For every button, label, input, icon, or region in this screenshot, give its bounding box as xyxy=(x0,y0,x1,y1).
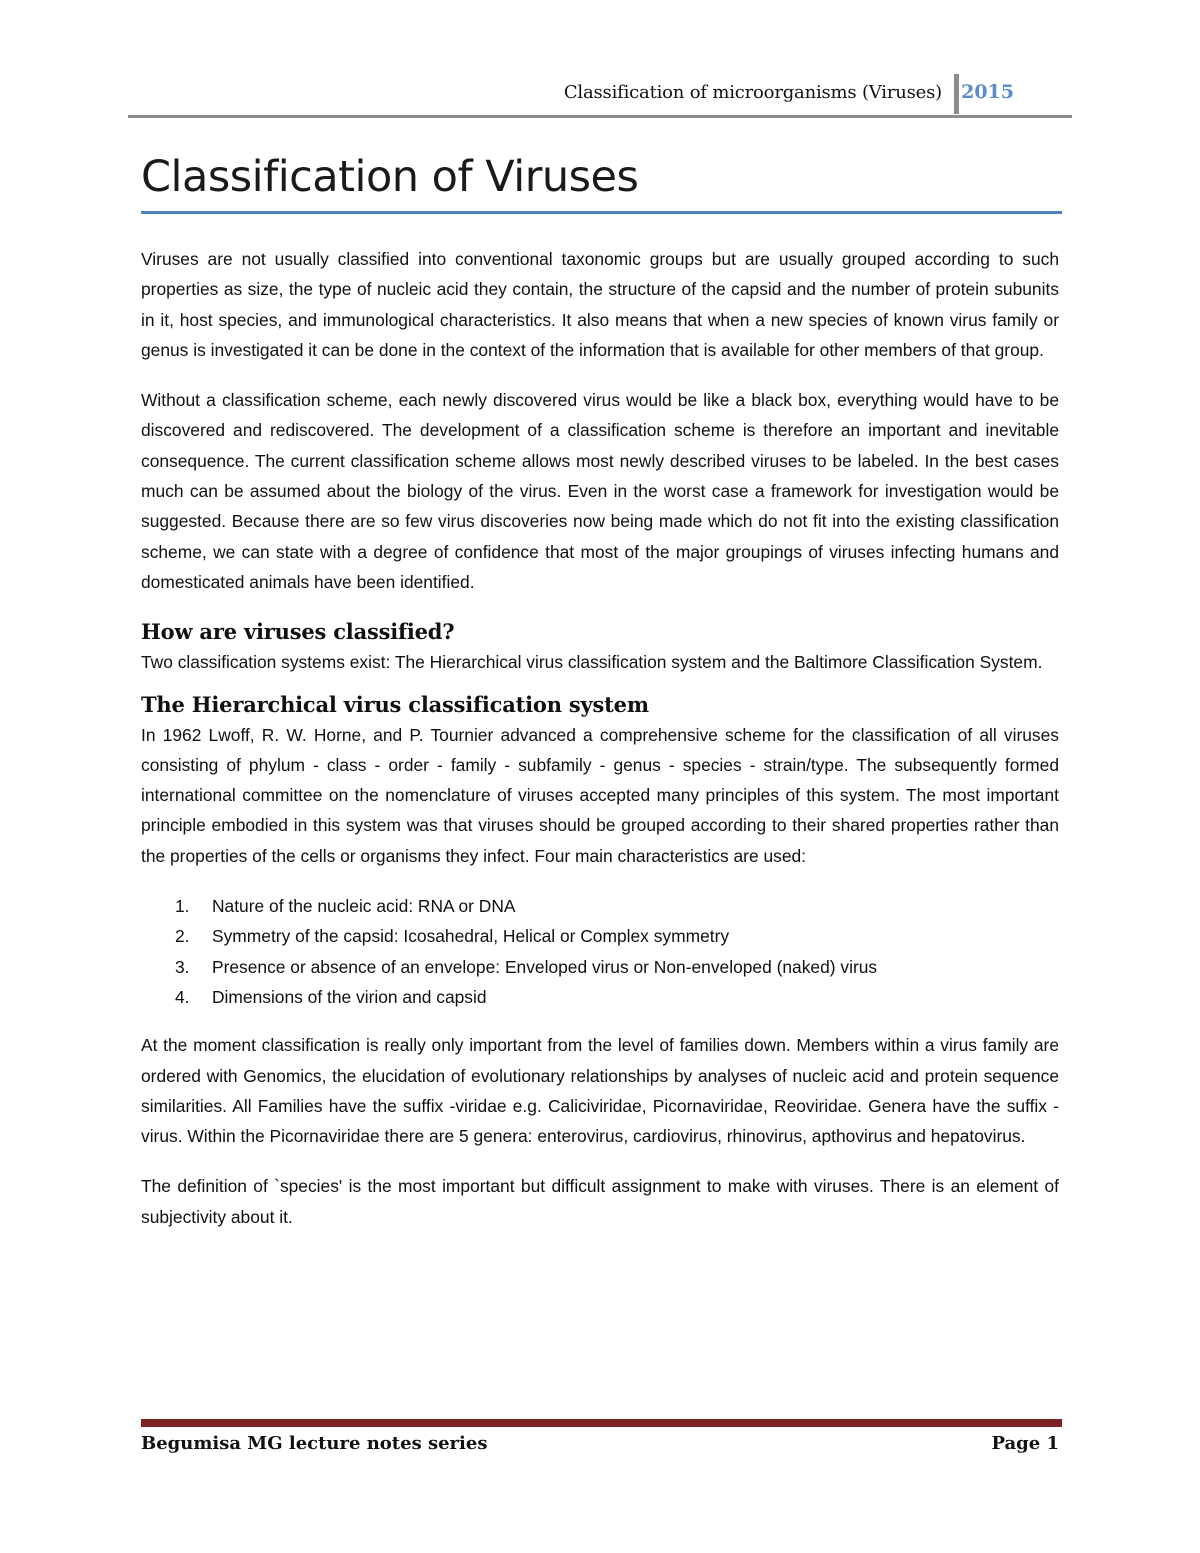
list-item-number: 1. xyxy=(175,896,190,917)
title-underline xyxy=(141,211,1062,214)
intro-paragraph-2: Without a classification scheme, each newly discovered virus would be like a black box, everything would have to be discovered and rediscovered. The development of a classification scheme is therefore an important and inevitable consequence. The current classification scheme allows most newly described viruses to be labeled. In the best cases much can be assumed about the biology of the virus. Even in the worst case a framework for investigation would be suggested. Because there are so few virus discoveries now being made which do not fit into the existing classification scheme, we can state with a degree of confidence that most of the major groupings of viruses infecting humans and domesticated animals have been identified. xyxy=(141,390,1059,592)
header-separator xyxy=(954,74,959,114)
section-paragraph-hierarchical: In 1962 Lwoff, R. W. Horne, and P. Tournier advanced a comprehensive scheme for the classification of all viruses consisting of phylum - class - order - family - subfamily - genus - species - strain/type. The subsequently formed international committee on the nomenclature of viruses accepted many principles of this system. The most important principle embodied in this system was that viruses should be grouped according to their shared properties rather than the properties of the cells or organisms they infect. Four main characteristics are used: xyxy=(141,724,1059,866)
section-heading-hierarchical: The Hierarchical virus classification system xyxy=(141,691,649,717)
list-item-number: 3. xyxy=(175,956,190,977)
characteristics-list xyxy=(141,891,1059,1012)
footer-rule xyxy=(141,1419,1062,1427)
intro-paragraph-1: Viruses are not usually classified into conventional taxonomic groups but are usually grouped according to such properties as size, the type of nucleic acid they contain, the structure of the capsid and the number of protein subunits in it, host species, and immunological characteristics. It also means that when a new species of known virus family or genus is investigated it can be done in the context of the information that is available for other members of that group. xyxy=(141,249,1059,360)
list-item-text: Nature of the nucleic acid: RNA or DNA xyxy=(212,896,516,917)
list-item-number: 4. xyxy=(175,986,190,1007)
section-heading-how-classified: How are viruses classified? xyxy=(141,619,455,645)
list-item xyxy=(141,891,1059,921)
footer-series-label: Begumisa MG lecture notes series xyxy=(141,1433,488,1454)
section-paragraph-how-classified: Two classification systems exist: The Hierarchical virus classification system and the Baltimore Classification System. xyxy=(141,652,1043,673)
document-body xyxy=(141,244,1059,1252)
document-title: Classification of Viruses xyxy=(141,152,639,202)
header-rule xyxy=(128,115,1072,118)
families-paragraph: At the moment classification is really only important from the level of families down. Members within a virus family are ordered with Genomics, the elucidation of evolutionary relationships by analyses of nucleic acid and protein sequence similarities. All Families have the suffix -viridae e.g. Caliciviridae, Picornaviridae, Reoviridae. Genera have the suffix -virus. Within the Picornaviridae there are 5 genera: enterovirus, cardiovirus, rhinovirus, apthovirus and hepatovirus. xyxy=(141,1035,1059,1147)
list-item-text: Symmetry of the capsid: Icosahedral, Helical or Complex symmetry xyxy=(212,926,730,947)
list-item-text: Dimensions of the virion and capsid xyxy=(212,986,487,1007)
list-item-number: 2. xyxy=(175,926,190,947)
page-header xyxy=(128,70,1072,118)
list-item xyxy=(141,921,1059,951)
list-item xyxy=(141,982,1059,1012)
species-paragraph: The definition of `species' is the most important but difficult assignment to make with viruses. There is an element of subjectivity about it. xyxy=(141,1176,1059,1227)
list-item xyxy=(141,952,1059,982)
header-year: 2015 xyxy=(961,81,1014,103)
list-item-text: Presence or absence of an envelope: Enveloped virus or Non-enveloped (naked) virus xyxy=(212,956,878,977)
header-title: Classification of microorganisms (Viruses) xyxy=(563,82,942,103)
footer-page-number: Page 1 xyxy=(991,1433,1059,1454)
